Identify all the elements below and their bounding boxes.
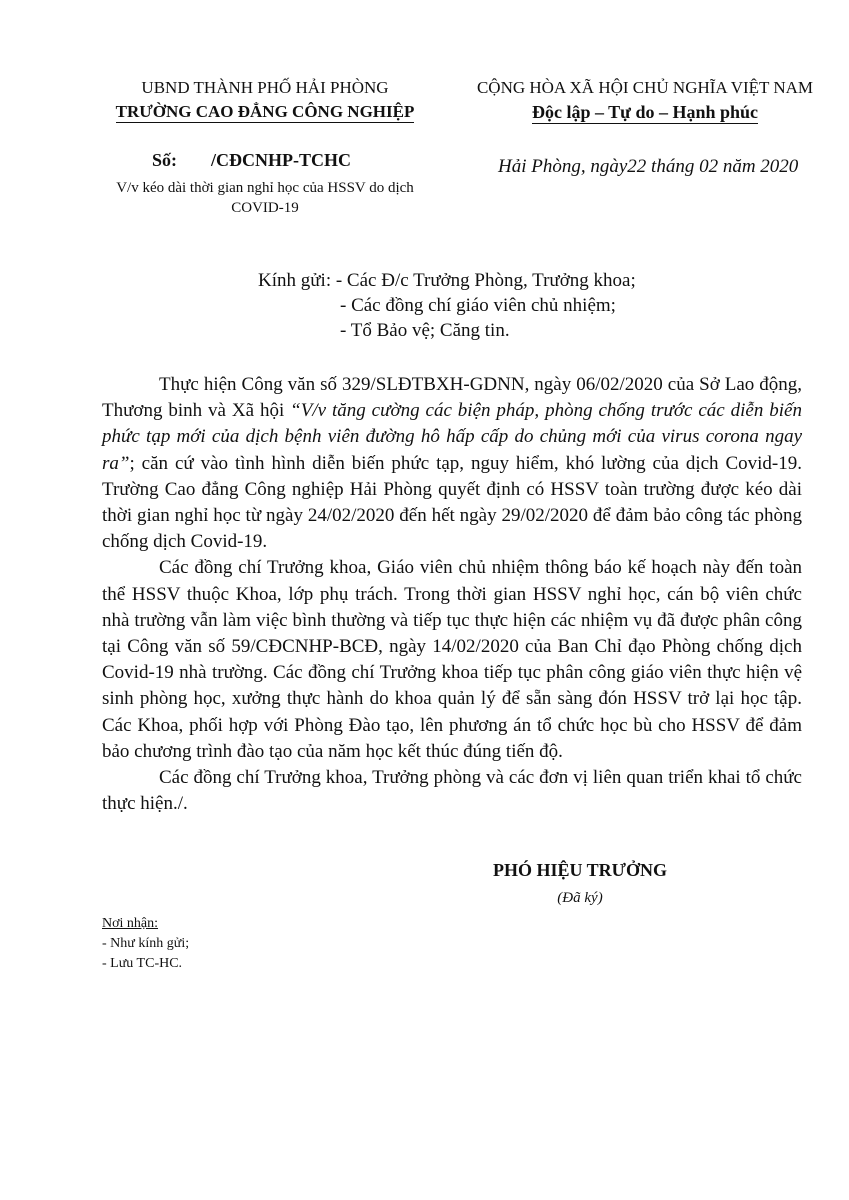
issuer-header	[100, 76, 430, 124]
issuer-authority: UBND THÀNH PHỐ HẢI PHÒNG	[141, 78, 389, 97]
document-number-label: Số:	[152, 150, 178, 170]
issuer-school	[100, 100, 430, 124]
signature-title: PHÓ HIỆU TRƯỞNG	[492, 860, 667, 880]
recipient-item: - Các Đ/c Trưởng Phòng, Trưởng khoa;	[335, 270, 636, 291]
recipient-item: - Các đồng chí giáo viên chủ nhiệm;	[340, 295, 616, 316]
recipients-block	[258, 268, 636, 343]
national-motto	[460, 100, 830, 124]
distribution-label: Nơi nhận:	[102, 916, 159, 931]
recipients-label: Kính gửi:	[258, 270, 332, 291]
paragraph-1-rest: ; căn cứ vào tình hình diễn biến phức tạp, nguy hiểm, khó lường của dịch Covid-19. Trường Cao đẳng Công nghiệp Hải Phòng quyết định có HSSV toàn trường được kéo dài thời gian nghỉ học từ ngày 24/02/2020 đến hết ngày 29/02/2020 để đảm bảo công tác phòng chống dịch Covid-19.	[102, 452, 802, 553]
national-title: CỘNG HÒA XÃ HỘI CHỦ NGHĨA VIỆT NAM	[476, 78, 814, 97]
national-header	[460, 76, 830, 124]
issuer-school-text: TRƯỜNG CAO ĐẲNG CÔNG NGHIỆP	[115, 102, 415, 121]
document-number-value: /CĐCNHP-TCHC	[211, 150, 352, 170]
quoted-subject: “V/v tăng cường các biện pháp, phòng chống trước các diễn biến phức tạp mới của dịch bệnh viên đường hô hấp cấp do chủng mới của virus corona ngay ra”	[102, 400, 802, 474]
distribution-item: - Lưu TC-HC.	[102, 956, 183, 971]
national-motto-text: Độc lập – Tự do – Hạnh phúc	[531, 102, 759, 122]
place-date: Hải Phòng, ngày22 tháng 02 năm 2020	[498, 156, 799, 177]
distribution-item: - Như kính gửi;	[102, 936, 190, 951]
document-number	[152, 150, 351, 171]
paragraph-1-intro: Thực hiện Công văn số 329/SLĐTBXH-GDNN, ngày 06/02/2020 của Sở Lao động, Thương binh và Xã hội	[102, 374, 802, 422]
body-paragraph-2: Các đồng chí Trưởng khoa, Giáo viên chủ nhiệm thông báo kế hoạch này đến toàn thể HSSV thuộc Khoa, lớp phụ trách. Trong thời gian HSSV nghỉ học, cán bộ viên chức nhà trường vẫn làm việc bình thường và tiếp tục thực hiện các nhiệm vụ đã được phân công tại Công văn số 59/CĐCNHP-BCĐ, ngày 14/02/2020 của Ban Chỉ đạo Phòng chống dịch Covid-19 nhà trường. Các đồng chí Trưởng khoa tiếp tục phân công giáo viên thực hiện vệ sinh phòng học, xưởng thực hành do khoa quản lý để sẵn sàng đón HSSV trở lại học tập. Các Khoa, phối hợp với Phòng Đào tạo, lên phương án tổ chức học bù cho HSSV để đảm bảo chương trình đào tạo của năm học kết thúc đúng tiến độ.	[102, 557, 802, 762]
signature-note: (Đã ký)	[557, 890, 603, 906]
recipient-line-1	[258, 268, 636, 293]
recipient-item: - Tổ Bảo vệ; Căng tin.	[340, 320, 510, 341]
document-subject: V/v kéo dài thời gian nghỉ học của HSSV do dịch COVID-19	[116, 180, 414, 216]
distribution-list	[102, 914, 189, 974]
body-text	[102, 372, 802, 817]
body-paragraph-1	[102, 372, 802, 555]
body-paragraph-3: Các đồng chí Trưởng khoa, Trưởng phòng và các đơn vị liên quan triển khai tổ chức thực hiện./.	[102, 767, 802, 815]
